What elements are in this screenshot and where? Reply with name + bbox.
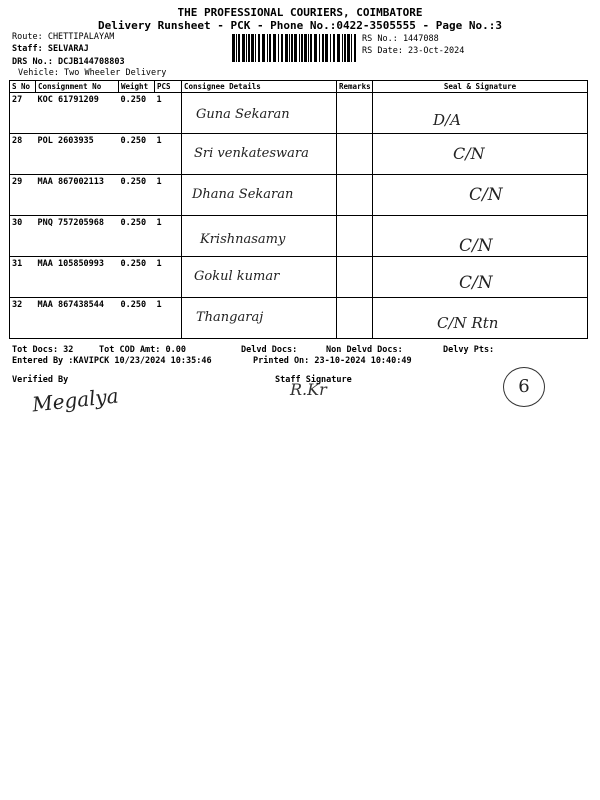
barcode-bar bbox=[314, 34, 317, 62]
barcode-bar bbox=[330, 34, 331, 62]
total-docs: Tot Docs: 32 bbox=[12, 345, 74, 355]
barcode-bar bbox=[267, 34, 268, 62]
cell-pcs: 1 bbox=[155, 175, 182, 216]
handwritten-consignee: Dhana Sekaran bbox=[192, 187, 294, 202]
cell-remarks bbox=[337, 134, 373, 175]
barcode-bar bbox=[347, 34, 350, 62]
barcode-bar bbox=[301, 34, 303, 62]
route-label: Route: CHETTIPALAYAM bbox=[12, 32, 115, 42]
cell-consignee bbox=[182, 216, 337, 257]
table-row bbox=[10, 175, 588, 216]
cell-consignment: MAA 867002113 bbox=[36, 175, 119, 216]
cell-consignment: KOC 61791209 bbox=[36, 93, 119, 134]
barcode-bar bbox=[285, 34, 288, 62]
delivery-points: Delvy Pts: bbox=[443, 345, 495, 355]
barcode-bar bbox=[351, 34, 352, 62]
delivered-docs: Delvd Docs: bbox=[241, 345, 298, 355]
cell-weight: 0.250 bbox=[119, 175, 155, 216]
barcode-bar bbox=[354, 34, 356, 62]
cell-signature bbox=[373, 93, 588, 134]
handwritten-consignee: Guna Sekaran bbox=[196, 107, 290, 122]
cell-pcs: 1 bbox=[155, 257, 182, 298]
cell-consignment: POL 2603935 bbox=[36, 134, 119, 175]
col-header-consignee: Consignee Details bbox=[182, 81, 337, 93]
handwritten-consignee: Sri venkateswara bbox=[194, 146, 309, 161]
cell-remarks bbox=[337, 298, 373, 339]
cell-weight: 0.250 bbox=[119, 216, 155, 257]
barcode-bar bbox=[248, 34, 250, 62]
col-header-pcs: PCS bbox=[155, 81, 182, 93]
handwritten-signature: C/N bbox=[459, 236, 493, 256]
barcode-bar bbox=[337, 34, 340, 62]
barcode-bar bbox=[333, 34, 335, 62]
handwritten-signature: C/N Rtn bbox=[437, 314, 499, 332]
barcode-bar bbox=[269, 34, 271, 62]
col-header-signature: Seal & Signature bbox=[373, 81, 588, 93]
cell-consignment: MAA 105850993 bbox=[36, 257, 119, 298]
barcode-bar bbox=[236, 34, 237, 62]
barcode-bar bbox=[232, 34, 235, 62]
barcode-image bbox=[230, 34, 358, 62]
cell-sno: 32 bbox=[10, 298, 36, 339]
col-header-weight: Weight bbox=[119, 81, 155, 93]
cell-pcs: 1 bbox=[155, 216, 182, 257]
drs-label: DRS No.: DCJB144708803 bbox=[12, 57, 125, 67]
barcode-bar bbox=[242, 34, 245, 62]
rs-date: RS Date: 23-Oct-2024 bbox=[362, 46, 465, 56]
circled-page-count: 6 bbox=[503, 367, 545, 407]
cell-consignment: MAA 867438544 bbox=[36, 298, 119, 339]
printed-on: Printed On: 23-10-2024 10:40:49 bbox=[253, 356, 412, 366]
cell-weight: 0.250 bbox=[119, 93, 155, 134]
staff-signature-label: Staff Signature bbox=[275, 375, 352, 385]
cell-pcs: 1 bbox=[155, 134, 182, 175]
cell-remarks bbox=[337, 257, 373, 298]
cell-pcs: 1 bbox=[155, 298, 182, 339]
cell-weight: 0.250 bbox=[119, 298, 155, 339]
cell-sno: 31 bbox=[10, 257, 36, 298]
cell-signature bbox=[373, 257, 588, 298]
vehicle-label: Vehicle: Two Wheeler Delivery bbox=[18, 68, 167, 78]
col-header-sno: S No bbox=[10, 81, 36, 93]
barcode-bar bbox=[304, 34, 307, 62]
col-header-consignment: Consignment No bbox=[36, 81, 119, 93]
cell-sno: 29 bbox=[10, 175, 36, 216]
barcode-bar bbox=[299, 34, 300, 62]
cell-signature bbox=[373, 175, 588, 216]
verified-signature: Megalya bbox=[30, 383, 120, 417]
verified-by-label: Verified By bbox=[12, 375, 69, 385]
cell-weight: 0.250 bbox=[119, 257, 155, 298]
cell-consignee bbox=[182, 257, 337, 298]
rs-number: RS No.: 1447088 bbox=[362, 34, 439, 44]
cell-consignment: PNQ 757205968 bbox=[36, 216, 119, 257]
barcode-bar bbox=[289, 34, 290, 62]
barcode-bar bbox=[258, 34, 260, 62]
cell-consignee bbox=[182, 134, 337, 175]
cell-sno: 30 bbox=[10, 216, 36, 257]
handwritten-signature: C/N bbox=[453, 144, 485, 163]
barcode-bar bbox=[344, 34, 346, 62]
table-row bbox=[10, 257, 588, 298]
total-cod-amount: Tot COD Amt: 0.00 bbox=[99, 345, 186, 355]
non-delivered-docs: Non Delvd Docs: bbox=[326, 345, 403, 355]
barcode-bar bbox=[278, 34, 279, 62]
barcode-bar bbox=[294, 34, 297, 62]
cell-sno: 28 bbox=[10, 134, 36, 175]
table-row bbox=[10, 216, 588, 257]
cell-consignee bbox=[182, 175, 337, 216]
table-row bbox=[10, 134, 588, 175]
runsheet-table bbox=[9, 80, 588, 339]
barcode-bar bbox=[342, 34, 343, 62]
barcode-bar bbox=[281, 34, 283, 62]
cell-remarks bbox=[337, 93, 373, 134]
barcode-bar bbox=[273, 34, 276, 62]
table-row bbox=[10, 93, 588, 134]
cell-remarks bbox=[337, 175, 373, 216]
barcode-bar bbox=[310, 34, 312, 62]
barcode-bar bbox=[319, 34, 320, 62]
barcode-bar bbox=[238, 34, 240, 62]
handwritten-consignee: Thangaraj bbox=[196, 310, 264, 325]
handwritten-signature: D/A bbox=[433, 111, 461, 129]
entered-by: Entered By :KAVIPCK 10/23/2024 10:35:46 bbox=[12, 356, 212, 366]
table-row bbox=[10, 298, 588, 339]
staff-signature: R.Kr bbox=[290, 380, 327, 399]
cell-sno: 27 bbox=[10, 93, 36, 134]
company-title: THE PROFESSIONAL COURIERS, COIMBATORE bbox=[177, 6, 423, 19]
cell-weight: 0.250 bbox=[119, 134, 155, 175]
handwritten-consignee: Krishnasamy bbox=[200, 232, 286, 247]
col-header-remarks: Remarks bbox=[337, 81, 373, 93]
handwritten-signature: C/N bbox=[459, 273, 493, 293]
cell-consignee bbox=[182, 93, 337, 134]
barcode-bar bbox=[255, 34, 256, 62]
staff-label: Staff: SELVARAJ bbox=[12, 44, 89, 54]
barcode-bar bbox=[251, 34, 254, 62]
cell-signature bbox=[373, 298, 588, 339]
barcode-bar bbox=[325, 34, 328, 62]
runsheet-subtitle: Delivery Runsheet - PCK - Phone No.:0422-3505555 - Page No.:3 bbox=[98, 19, 502, 32]
cell-signature bbox=[373, 134, 588, 175]
handwritten-consignee: Gokul kumar bbox=[194, 269, 280, 284]
table-header-row bbox=[10, 81, 588, 93]
barcode-bar bbox=[246, 34, 247, 62]
handwritten-signature: C/N bbox=[469, 185, 503, 205]
cell-pcs: 1 bbox=[155, 93, 182, 134]
cell-remarks bbox=[337, 216, 373, 257]
cell-signature bbox=[373, 216, 588, 257]
barcode-bar bbox=[291, 34, 293, 62]
barcode-bar bbox=[322, 34, 324, 62]
cell-consignee bbox=[182, 298, 337, 339]
barcode-bar bbox=[308, 34, 309, 62]
barcode-bar bbox=[262, 34, 265, 62]
